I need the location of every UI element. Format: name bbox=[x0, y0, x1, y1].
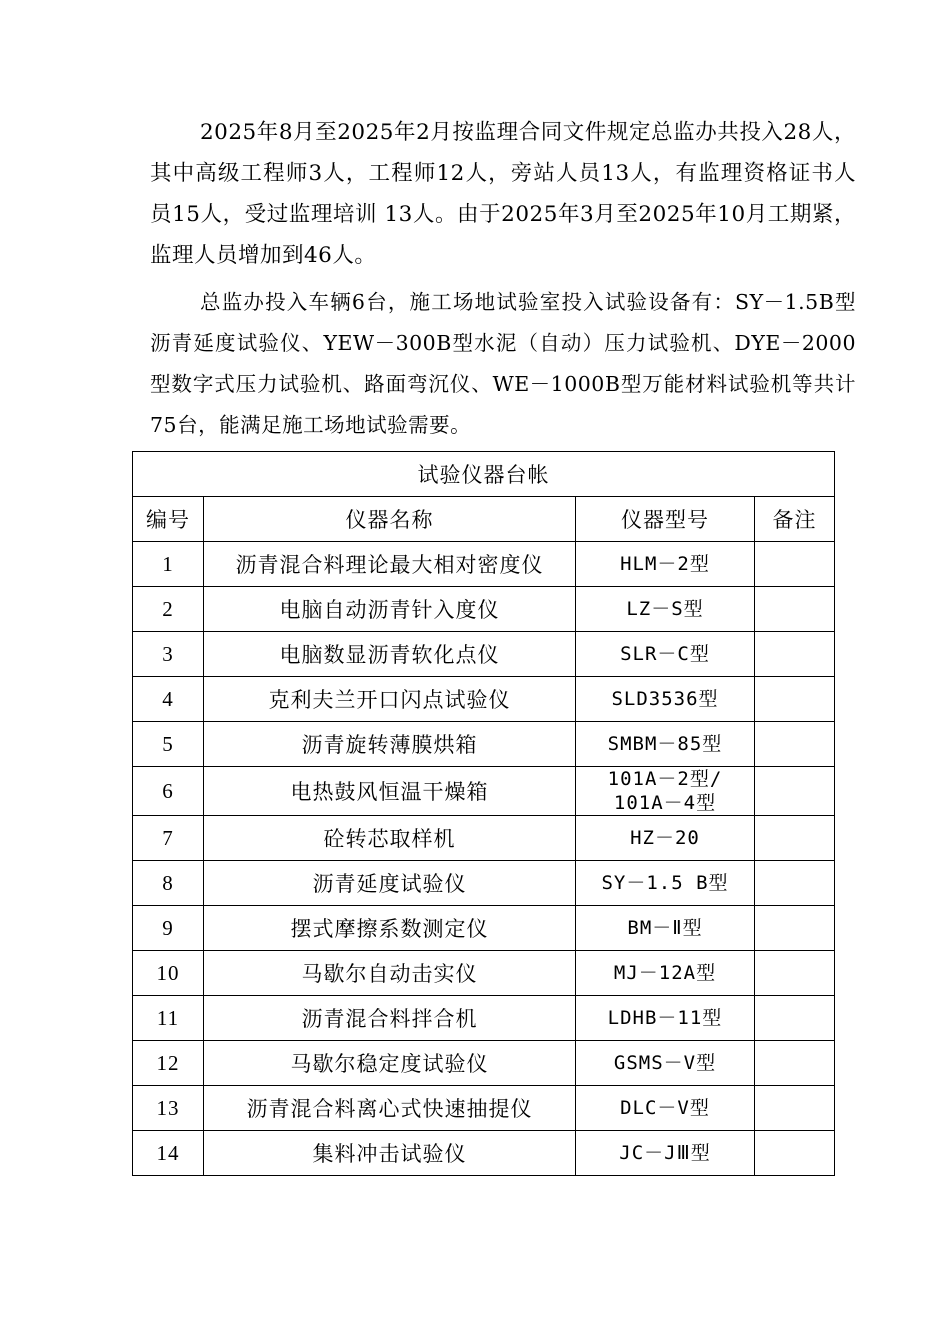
row-number: 12 bbox=[133, 1041, 204, 1086]
header-number: 编号 bbox=[133, 497, 204, 542]
row-instrument-name: 电脑自动沥青针入度仪 bbox=[204, 587, 576, 632]
row-instrument-name: 沥青混合料拌合机 bbox=[204, 996, 576, 1041]
row-instrument-model: DLC－V型 bbox=[576, 1086, 755, 1131]
row-instrument-model: SY－1.5 B型 bbox=[576, 861, 755, 906]
row-instrument-model: HZ－20 bbox=[576, 816, 755, 861]
table-row bbox=[133, 632, 835, 677]
header-instrument-model: 仪器型号 bbox=[576, 497, 755, 542]
table-row bbox=[133, 722, 835, 767]
row-remarks bbox=[755, 632, 835, 677]
table-row bbox=[133, 677, 835, 722]
row-number: 7 bbox=[133, 816, 204, 861]
table-row bbox=[133, 951, 835, 996]
row-instrument-model: LZ－S型 bbox=[576, 587, 755, 632]
row-number: 11 bbox=[133, 996, 204, 1041]
table-row bbox=[133, 996, 835, 1041]
row-remarks bbox=[755, 951, 835, 996]
row-instrument-model: LDHB－11型 bbox=[576, 996, 755, 1041]
row-number: 14 bbox=[133, 1131, 204, 1176]
row-number: 2 bbox=[133, 587, 204, 632]
row-instrument-name: 马歇尔自动击实仪 bbox=[204, 951, 576, 996]
row-remarks bbox=[755, 1131, 835, 1176]
row-remarks bbox=[755, 996, 835, 1041]
row-number: 10 bbox=[133, 951, 204, 996]
row-remarks bbox=[755, 861, 835, 906]
row-number: 8 bbox=[133, 861, 204, 906]
row-instrument-model: 101A－2型/ 101A－4型 bbox=[576, 767, 755, 816]
row-remarks bbox=[755, 816, 835, 861]
row-remarks bbox=[755, 906, 835, 951]
row-number: 1 bbox=[133, 542, 204, 587]
row-instrument-name: 砼转芯取样机 bbox=[204, 816, 576, 861]
row-instrument-name: 集料冲击试验仪 bbox=[204, 1131, 576, 1176]
table-row bbox=[133, 906, 835, 951]
row-instrument-name: 沥青旋转薄膜烘箱 bbox=[204, 722, 576, 767]
row-instrument-model: SMBM－85型 bbox=[576, 722, 755, 767]
row-instrument-model: GSMS－V型 bbox=[576, 1041, 755, 1086]
header-instrument-name: 仪器名称 bbox=[204, 497, 576, 542]
table-row bbox=[133, 861, 835, 906]
row-instrument-name: 克利夫兰开口闪点试验仪 bbox=[204, 677, 576, 722]
row-instrument-model: MJ－12A型 bbox=[576, 951, 755, 996]
row-instrument-name: 电热鼓风恒温干燥箱 bbox=[204, 767, 576, 816]
row-instrument-model: JC－JⅢ型 bbox=[576, 1131, 755, 1176]
row-instrument-model: SLR－C型 bbox=[576, 632, 755, 677]
row-instrument-name: 电脑数显沥青软化点仪 bbox=[204, 632, 576, 677]
row-instrument-model: HLM－2型 bbox=[576, 542, 755, 587]
table-row bbox=[133, 1041, 835, 1086]
table-row bbox=[133, 1131, 835, 1176]
paragraph-equipment: 总监办投入车辆6台，施工场地试验室投入试验设备有：SY－1.5B型沥青延度试验仪、YEW－300B型水泥（自动）压力试验机、DYE－2000型数字式压力试验机、路面弯沉仪、WE－1000B型万能材料试验机等共计75台，能满足施工场地试验需要。 bbox=[150, 290, 856, 437]
table-header-row bbox=[133, 497, 835, 542]
table-title-row bbox=[133, 452, 835, 497]
row-instrument-model: SLD3536型 bbox=[576, 677, 755, 722]
paragraph-staffing: 2025年8月至2025年2月按监理合同文件规定总监办共投入28人，其中高级工程师3人，工程师12人，旁站人员13人，有监理资格证书人员15人，受过监理培训 13人。由于2025年3月至2025年10月工期紧，监理人员增加到46人。 bbox=[150, 120, 856, 268]
row-instrument-name: 沥青混合料离心式快速抽提仪 bbox=[204, 1086, 576, 1131]
row-remarks bbox=[755, 542, 835, 587]
instrument-ledger-table bbox=[132, 451, 835, 1176]
row-remarks bbox=[755, 1086, 835, 1131]
row-instrument-name: 沥青混合料理论最大相对密度仪 bbox=[204, 542, 576, 587]
row-number: 9 bbox=[133, 906, 204, 951]
row-remarks bbox=[755, 767, 835, 816]
row-number: 4 bbox=[133, 677, 204, 722]
header-remarks: 备注 bbox=[755, 497, 835, 542]
row-remarks bbox=[755, 722, 835, 767]
row-instrument-name: 摆式摩擦系数测定仪 bbox=[204, 906, 576, 951]
row-remarks bbox=[755, 677, 835, 722]
table-row bbox=[133, 767, 835, 816]
table-row bbox=[133, 542, 835, 587]
table-title: 试验仪器台帐 bbox=[133, 452, 835, 497]
row-number: 13 bbox=[133, 1086, 204, 1131]
row-number: 3 bbox=[133, 632, 204, 677]
table-row bbox=[133, 816, 835, 861]
table-row bbox=[133, 587, 835, 632]
row-instrument-name: 马歇尔稳定度试验仪 bbox=[204, 1041, 576, 1086]
table-row bbox=[133, 1086, 835, 1131]
row-number: 5 bbox=[133, 722, 204, 767]
row-instrument-name: 沥青延度试验仪 bbox=[204, 861, 576, 906]
row-number: 6 bbox=[133, 767, 204, 816]
row-remarks bbox=[755, 1041, 835, 1086]
row-remarks bbox=[755, 587, 835, 632]
row-instrument-model: BM－Ⅱ型 bbox=[576, 906, 755, 951]
